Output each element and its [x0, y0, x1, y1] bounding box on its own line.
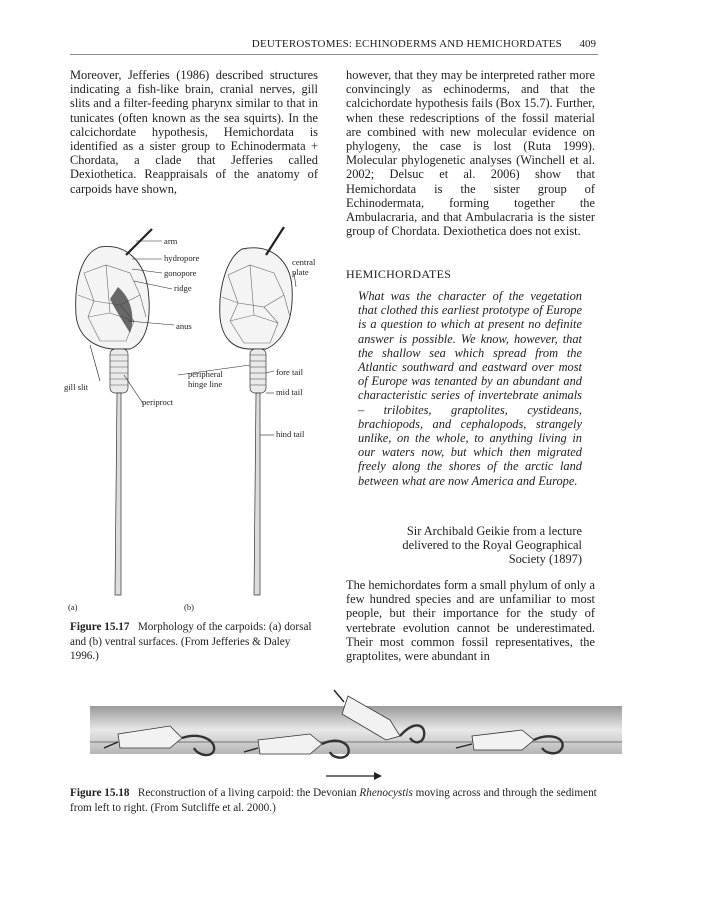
- figure-15-18-caption-label: Figure 15.18: [70, 787, 130, 799]
- label-fore-tail: fore tail: [276, 367, 303, 377]
- carpoid-illustration: [60, 225, 340, 615]
- figure-15-18-caption: [70, 786, 605, 815]
- label-hydropore: hydropore: [164, 253, 200, 263]
- left-paragraph: Moreover, Jefferies (1986) described structures indicating a fish-like brain, cranial nerves, gill slits and a filter-feeding pharynx similar to that in tunicates (often known as the sea squirts). In the calcichordate hypothesis, Hemichordata is identified as a sister group to Echinodermata + Chordata, a clade that Jefferies called Dexiothetica. Reappraisals of the anatomy of carpoids have shown,: [70, 68, 318, 196]
- running-head: [70, 38, 598, 55]
- label-arm: arm: [164, 236, 178, 246]
- attribution-line-2: delivered to the Royal Geographical: [402, 538, 582, 553]
- label-anus: anus: [176, 321, 192, 331]
- ventral-stem: [254, 393, 260, 595]
- label-panel-b: (b): [184, 602, 195, 612]
- epigraph-attribution: [358, 524, 582, 567]
- dorsal-arm: [126, 229, 152, 255]
- figure-15-17-caption: [70, 620, 315, 664]
- dorsal-fore-tail: [110, 349, 128, 393]
- label-ridge: ridge: [174, 283, 192, 293]
- figure-15-17-caption-text: Morphology of the carpoids: (a) dorsal and (b) ventral surfaces. (From Jefferies & Daley 1996.): [70, 621, 312, 663]
- label-gonopore: gonopore: [164, 268, 197, 278]
- label-periproct: periproct: [142, 397, 174, 407]
- figure-15-18-caption-species: Rhenocystis: [359, 787, 413, 799]
- figure-15-17: [60, 225, 340, 615]
- dorsal-stem: [115, 393, 121, 595]
- figure-15-18-caption-pre: Reconstruction of a living carpoid: the Devonian: [137, 787, 357, 799]
- label-central: central: [292, 257, 316, 267]
- figure-15-17-caption-label: Figure 15.17: [70, 621, 130, 633]
- label-plate: plate: [292, 267, 309, 277]
- label-hinge-line: hinge line: [188, 379, 223, 389]
- attribution-line-3: Society (1897): [508, 552, 582, 567]
- label-hind-tail: hind tail: [276, 429, 305, 439]
- section-heading: HEMICHORDATES: [346, 267, 452, 281]
- running-title: DEUTEROSTOMES: ECHINODERMS AND HEMICHORDATES: [251, 38, 562, 50]
- right-column-bottom: [346, 578, 595, 663]
- label-peripheral: peripheral: [188, 369, 223, 379]
- label-mid-tail: mid tail: [276, 387, 303, 397]
- page-number: 409: [579, 38, 596, 50]
- ventral-arm: [266, 227, 284, 255]
- epigraph: What was the character of the vegetation that clothed this earliest prototype of Europe is a question to which at present no definite answer is possible. We know, however, that the shallow sea which spread from the Atlantic southward and eastward over most of Europe was tenanted by an abundant and characteristic series of invertebrate animals – trilobites, graptolites, cystideans, brachiopods, and cephalopods, strangely unlike, on the whole, to anything living in our waters now, but which then migrated freely along the shores of the arctic land between what are now America and Europe.: [358, 289, 582, 488]
- left-column: [70, 68, 318, 196]
- right-paragraph-bottom: The hemichordates form a small phylum of only a few hundred species and are unfamiliar to most people, but their importance for the study of vertebrate evolution cannot be underestimated. Their most common fossil representatives, the graptolites, were abundant in: [346, 578, 595, 664]
- right-paragraph-top: however, that they may be interpreted rather more convincingly as echinoderms, and that the calcichordate hypothesis fails (Box 15.7). Further, when these redescriptions of the fossil material are combined with new molecular evidence on phylogeny, the case is lost (Ruta 1999). Molecular phylogenetic analyses (Winchell et al. 2002; Delsuc et al. 2006) show that Hemichordata is the sister group of Echinodermata, forming together the Ambulacraria, and that Ambulacraria is the sister group of Chordata. Dexiothetica does not exist.: [346, 68, 595, 239]
- ventral-fore-tail: [250, 349, 266, 393]
- label-panel-a: (a): [68, 602, 78, 612]
- carpoid-movement-illustration: [90, 686, 622, 782]
- right-column-top: [346, 68, 595, 238]
- attribution-line-1: Sir Archibald Geikie from a lecture: [406, 524, 582, 538]
- label-gill-slit: gill slit: [64, 382, 89, 392]
- ventral-theca: [220, 248, 293, 349]
- figure-15-18: [90, 686, 622, 782]
- figure-15-18-caption-post: moving across and through the sediment from left to right. (From Sutcliffe et al. 2000.): [70, 787, 597, 814]
